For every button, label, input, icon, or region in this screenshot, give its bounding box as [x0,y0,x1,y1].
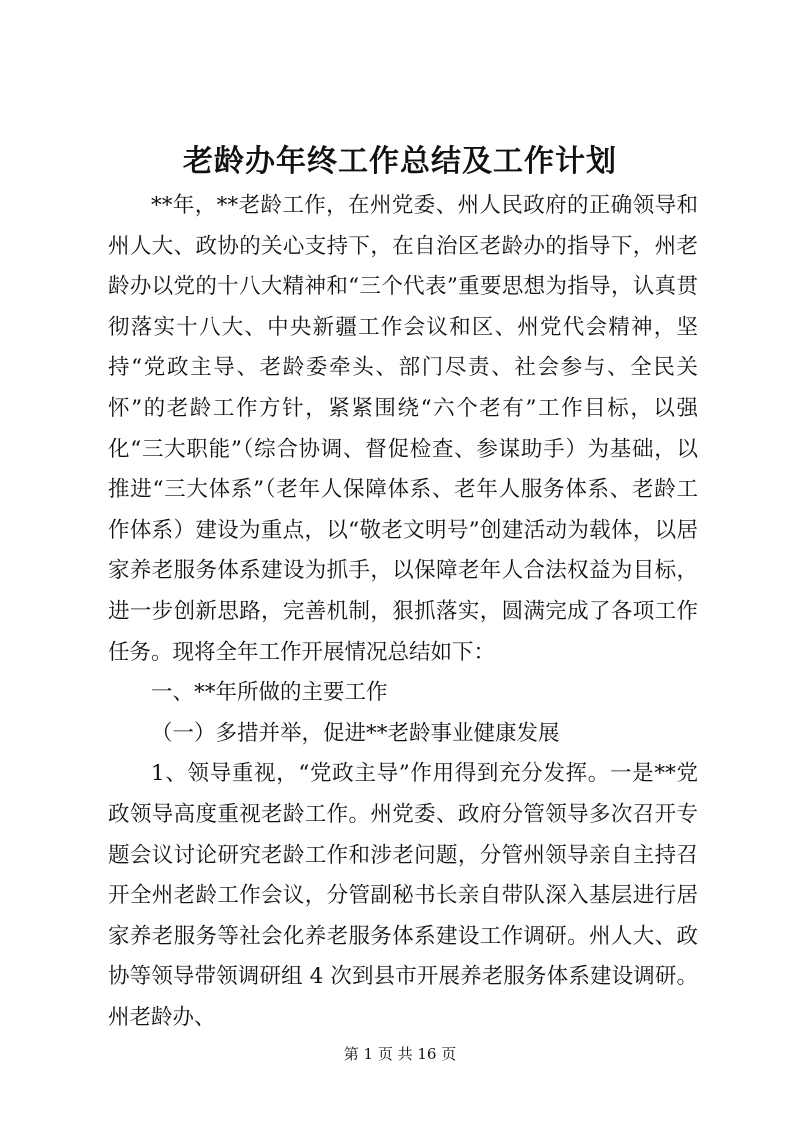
page-title: 老龄办年终工作总结及工作计划 [183,144,617,179]
paragraph-intro: **年，**老龄工作，在州党委、州人民政府的正确领导和州人大、政协的关心支持下，在自治区老龄办的指导下，州老龄办以党的十八大精神和“三个代表”重要思想为指导，认真贯彻落实十八大、中央新疆工作会议和区、州党代会精神，坚持“党政主导、老龄委牵头、部门尽责、社会参与、全民关怀”的老龄工作方针，紧紧围绕“六个老有”工作目标，以强化“三大职能”（综合协调、督促检查、参谋助手）为基础，以推进“三大体系”（老年人保障体系、老年人服务体系、老龄工作体系）建设为重点，以“敬老文明号”创建活动为载体，以居家养老服务体系建设为抓手，以保障老年人合法权益为目标，进一步创新思路，完善机制，狠抓落实，圆满完成了各项工作任务。现将全年工作开展情况总结如下： [108,193,698,665]
document-body [108,186,698,1038]
section-heading: 一、**年所做的主要工作 [151,680,388,706]
subsection-heading: （一）多措并举，促进**老龄事业健康发展 [151,720,560,746]
page-footer: 第 1 页 共 16 页 [343,1045,457,1063]
paragraph-item-1: 1、领导重视，“党政主导”作用得到充分发挥。一是**党政领导高度重视老龄工作。州党委、政府分管领导多次召开专题会议讨论研究老龄工作和涉老问题，分管州领导亲自主持召开全州老龄工作会议，分管副秘书长亲自带队深入基层进行居家养老服务等社会化养老服务体系建设工作调研。州人大、政协等领导带领调研组 4 次到县市开展养老服务体系建设调研。州老龄办、 [108,761,698,1030]
